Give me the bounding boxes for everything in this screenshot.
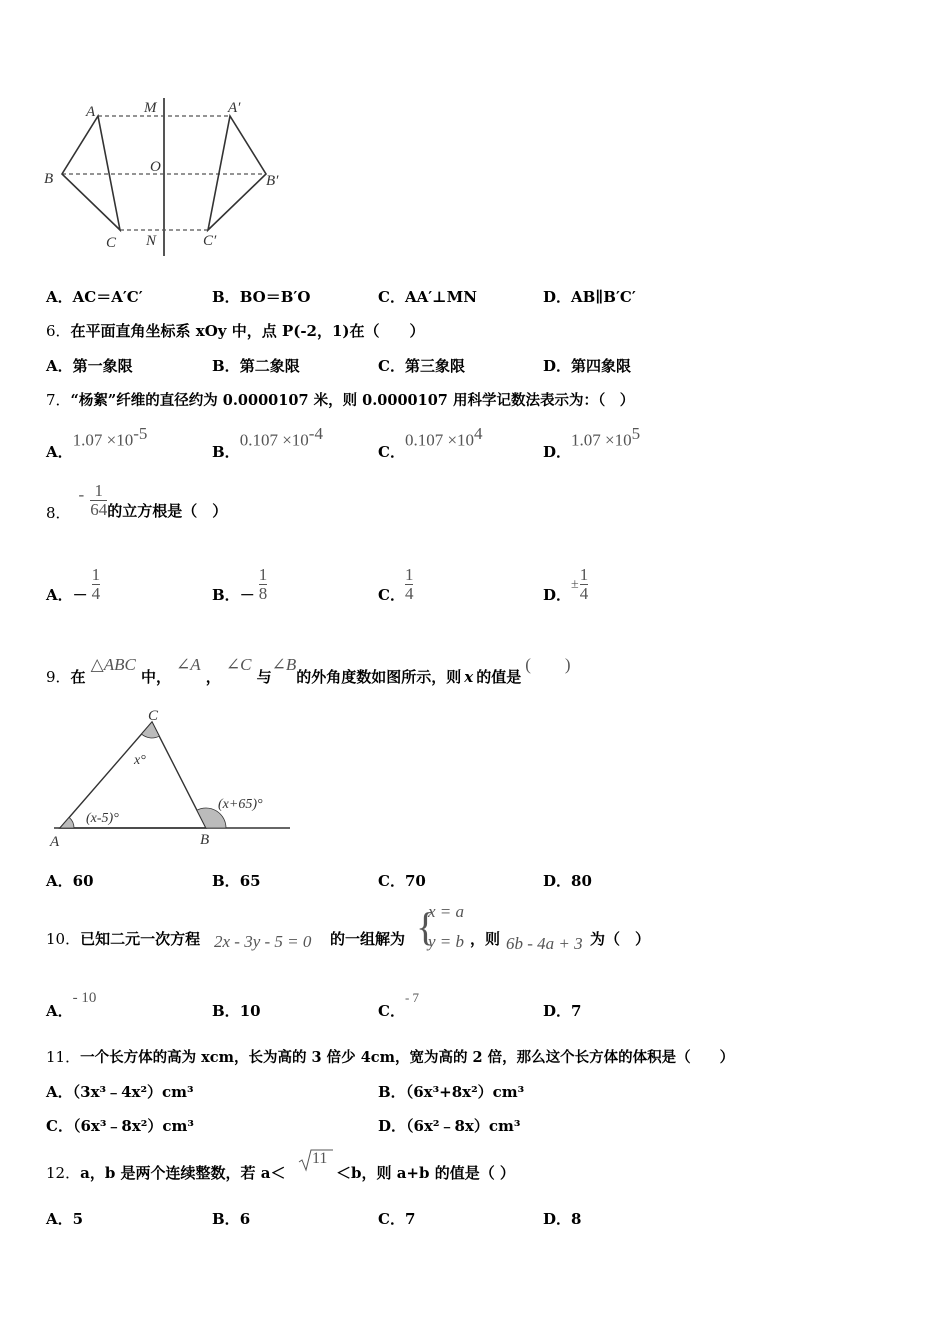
q10-stem-mid: 的一组解为: [330, 930, 406, 948]
q6-option-b: B．第二象限: [212, 357, 300, 375]
label-B-prime: B′: [266, 173, 279, 189]
q6-option-c: C．第三象限: [378, 357, 465, 375]
q7-option-d: D．$1.07 \times 10^5$: [543, 424, 641, 462]
reflection-figure: [40, 92, 290, 262]
q9-option-b: B．65: [212, 872, 261, 890]
q8-stem: 8． - $\frac{1}{64}$ 的立方根是（ ）: [46, 481, 228, 522]
q10-option-c: C．- 7: [378, 990, 420, 1020]
q5-option-d: D．AB∥B′C′: [543, 288, 636, 306]
q11-option-d: D．（6x²﹣8x）cm³: [378, 1117, 521, 1135]
q12-option-a: A．5: [46, 1210, 84, 1228]
q7-option-a: A．$1.07 \times 10^{-5}$: [46, 424, 148, 462]
q6-option-d: D．第四象限: [543, 357, 632, 375]
q8-option-d: D． ± $\frac{1}{4}$: [543, 565, 589, 604]
label-C: C: [106, 235, 117, 251]
q8-option-a: A． － $\frac{1}{4}$: [46, 565, 101, 604]
q11-option-c: C．（6x³﹣8x²）cm³: [46, 1117, 194, 1135]
angle-C-label: x°: [134, 753, 146, 768]
q11-option-a: A．（3x³﹣4x²）cm³: [46, 1083, 194, 1101]
vertex-B: B: [200, 832, 210, 848]
q9-option-a: A．60: [46, 872, 94, 890]
triangle-figure: [44, 704, 298, 854]
label-O: O: [150, 159, 161, 175]
q10-expression: 6b - 4a + 3: [506, 934, 583, 953]
q7-stem: 7．“杨絮”纤维的直径约为 0.0000107 米，则 0.0000107 用科学记数法表示为：（ ）: [46, 391, 635, 409]
q10-option-b: B．10: [212, 1002, 261, 1020]
label-M: M: [144, 100, 157, 116]
q5-option-c: C．AA′⊥MN: [378, 288, 477, 306]
q12-stem-end: ＜b，则 a+b 的值是（ ）: [336, 1164, 515, 1182]
q12-option-c: C．7: [378, 1210, 416, 1228]
q8-option-c: C． $\frac{1}{4}$: [378, 565, 414, 604]
q10-stem-end: 为（ ）: [590, 930, 651, 948]
q9-option-c: C．70: [378, 872, 426, 890]
q7-option-c: C．$0.107 \times 10^4$: [378, 424, 483, 462]
q10-equation: 2x - 3y - 5 = 0: [214, 932, 312, 951]
vertex-A: A: [50, 834, 60, 850]
q5-option-a: A．AC＝A′C′: [46, 288, 143, 306]
label-A: A: [86, 104, 96, 120]
q12-option-d: D．8: [543, 1210, 582, 1228]
q9-stem: 9．在 △ABC 中， ∠A ， ∠C 与∠B的外角度数如图所示，则 x 的值是( ): [46, 655, 571, 686]
q12-option-b: B．6: [212, 1210, 251, 1228]
label-C-prime: C′: [203, 233, 217, 249]
label-A-prime: A′: [228, 100, 241, 116]
q10-option-a: A．- 10: [46, 990, 97, 1020]
q6-option-a: A．第一象限: [46, 357, 133, 375]
q8-option-b: B． － $\frac{1}{8}$: [212, 565, 268, 604]
vertex-C: C: [148, 708, 159, 724]
label-N: N: [146, 233, 157, 249]
q9-option-d: D．80: [543, 872, 592, 890]
q8-fraction: $\frac{1}{64}$: [90, 481, 108, 519]
q12-stem-start: 12．a，b 是两个连续整数，若 a＜: [46, 1164, 286, 1182]
q10-option-d: D．7: [543, 1002, 582, 1020]
q10-stem-start: 10．已知二元一次方程: [46, 930, 201, 948]
q11-stem: 11．一个长方体的高为 xcm，长为高的 3 倍少 4cm，宽为高的 2 倍，那么这个长方体的体积是（ ）: [46, 1048, 735, 1066]
q10-stem-then: ，则: [470, 930, 501, 948]
q5-option-b: B．BO＝B′O: [212, 288, 311, 306]
q7-option-b: B．$0.107 \times 10^{-4}$: [212, 424, 323, 462]
angle-B-label: (x+65)°: [218, 797, 263, 812]
label-B: B: [44, 171, 54, 187]
q11-option-b: B．（6x³+8x²）cm³: [378, 1083, 525, 1101]
q6-stem: 6．在平面直角坐标系 xOy 中，点 P(-2，1)在（ ）: [46, 322, 425, 340]
angle-A-label: (x-5)°: [86, 811, 119, 826]
